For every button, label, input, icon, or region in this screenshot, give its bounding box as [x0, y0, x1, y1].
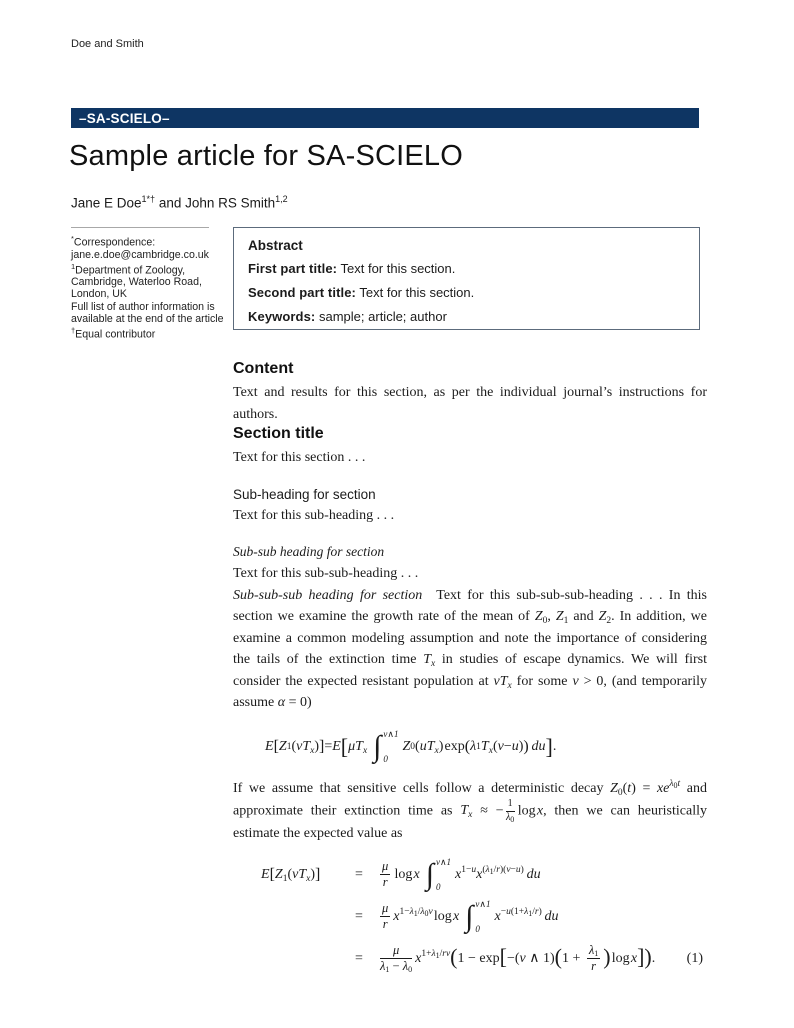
equation-rhs: $\frac{\mu}{\lambda_1 - \lambda_0}$ $x^{1+\lambda_1/rv}(1 - \exp[-(v$ ∧ 1)(1 + $\frac{\lambda_1}{r}$ ) log x]).: [380, 942, 656, 975]
body-paragraph: If we assume that sensitive cells follow a deterministic decay $Z_0(t) = xe^{\lambda_0t}$ and approximate their extinction time as $T_x$ ≈ − $\frac{1}{\lambda_0}$ log x, then we can heuristically estimate the expected value as: [233, 778, 707, 842]
journal-banner-label: –SA-SCIELO–: [79, 110, 170, 126]
body-paragraph: Text for this sub-heading . . .: [233, 507, 395, 523]
body-paragraph: Text for this section . . .: [233, 450, 366, 465]
equal-contributor-note: †Equal contributor: [71, 325, 156, 341]
abstract-label: First part title:: [248, 261, 338, 276]
equation-number: (1): [686, 950, 703, 966]
abstract-text: sample; article; author: [319, 309, 447, 324]
correspondence-divider: [71, 227, 209, 228]
journal-banner: [71, 108, 699, 128]
article-title: Sample article for SA-SCIELO: [69, 140, 464, 172]
affiliation-line: Cambridge, Waterloo Road,: [71, 276, 202, 289]
equation-display: E [ Z 1 ( $vT_x$ ) ] = E [ $\mu T_x$ ∫ v∧1 0 Z 0 ( $uT_x$ ) exp ( λ 1 $T_x$ ( v − u ) ) du ] .: [265, 728, 557, 764]
equation-row: [233, 854, 707, 896]
running-head: Doe and Smith: [71, 38, 144, 50]
abstract-row: [248, 261, 685, 276]
equation-relation: =: [355, 950, 363, 966]
subsection-heading: Sub-heading for section: [233, 486, 376, 502]
body-paragraph: Sub-sub-sub heading for section Text for this sub-sub-sub-heading . . . In this section we examine the growth rate of the mean of $Z_0$, $Z_1$ and $Z_2$. In addition, we examine a common modeling assumption and note the importance of considering the tails of the extinction time $T_x$ in studies of escape dynamics. We will first consider the expected resistant population at $vT_x$ for some v > 0, (and temporarily assume α = 0): [233, 587, 708, 710]
article-body: [233, 360, 707, 980]
equation-lhs: $E[Z_1(vT_x)]$: [261, 865, 321, 884]
author-info-note: Full list of author information is: [71, 300, 215, 313]
equation-rhs: $\frac{\mu}{r}$ $x^{1-\lambda_1/\lambda_0v}$ log x ∫ v∧1 0 $x^{-u(1+\lambda_1/r)}$ du: [382, 898, 559, 934]
equation-relation: =: [355, 908, 363, 924]
equation-row: [233, 938, 707, 980]
equation-array: [233, 854, 707, 980]
section-heading: Section title: [233, 425, 324, 442]
abstract-box: [233, 227, 700, 330]
abstract-label: Second part title:: [248, 285, 356, 300]
body-paragraph: Text and results for this section, as per the individual journal’s instructions for authors.: [233, 385, 707, 422]
correspondence-email: jane.e.doe@cambridge.co.uk: [71, 248, 209, 261]
affiliation-line: London, UK: [71, 288, 127, 301]
correspondence-block: [71, 233, 231, 340]
abstract-text: Text for this section.: [359, 285, 475, 300]
section-heading-content: Content: [233, 360, 294, 377]
abstract-keywords-row: [248, 309, 685, 324]
authors-line: Jane E Doe$^{1*\dagger}$ and John RS Smith$^{1,2}$: [71, 194, 288, 211]
equation-relation: =: [355, 866, 363, 882]
equation-rhs: $\frac{\mu}{r}$ log x ∫ v∧1 0 $x^{1-u}x^{(\lambda_1/r)(v-u)}$ du: [382, 856, 541, 892]
author-info-note: available at the end of the article: [71, 312, 224, 325]
abstract-text: Text for this section.: [340, 261, 456, 276]
abstract-label: Keywords:: [248, 309, 316, 324]
affiliation-line: $^1$Department of Zoology,: [71, 261, 186, 277]
subsubsection-heading: Sub-sub heading for section: [233, 544, 385, 559]
equation-row: [233, 896, 707, 938]
abstract-heading: Abstract: [248, 238, 303, 253]
abstract-row: [248, 285, 685, 300]
correspondence-line: *Correspondence:: [71, 234, 156, 249]
body-paragraph: Text for this sub-sub-heading . . .: [233, 566, 419, 581]
